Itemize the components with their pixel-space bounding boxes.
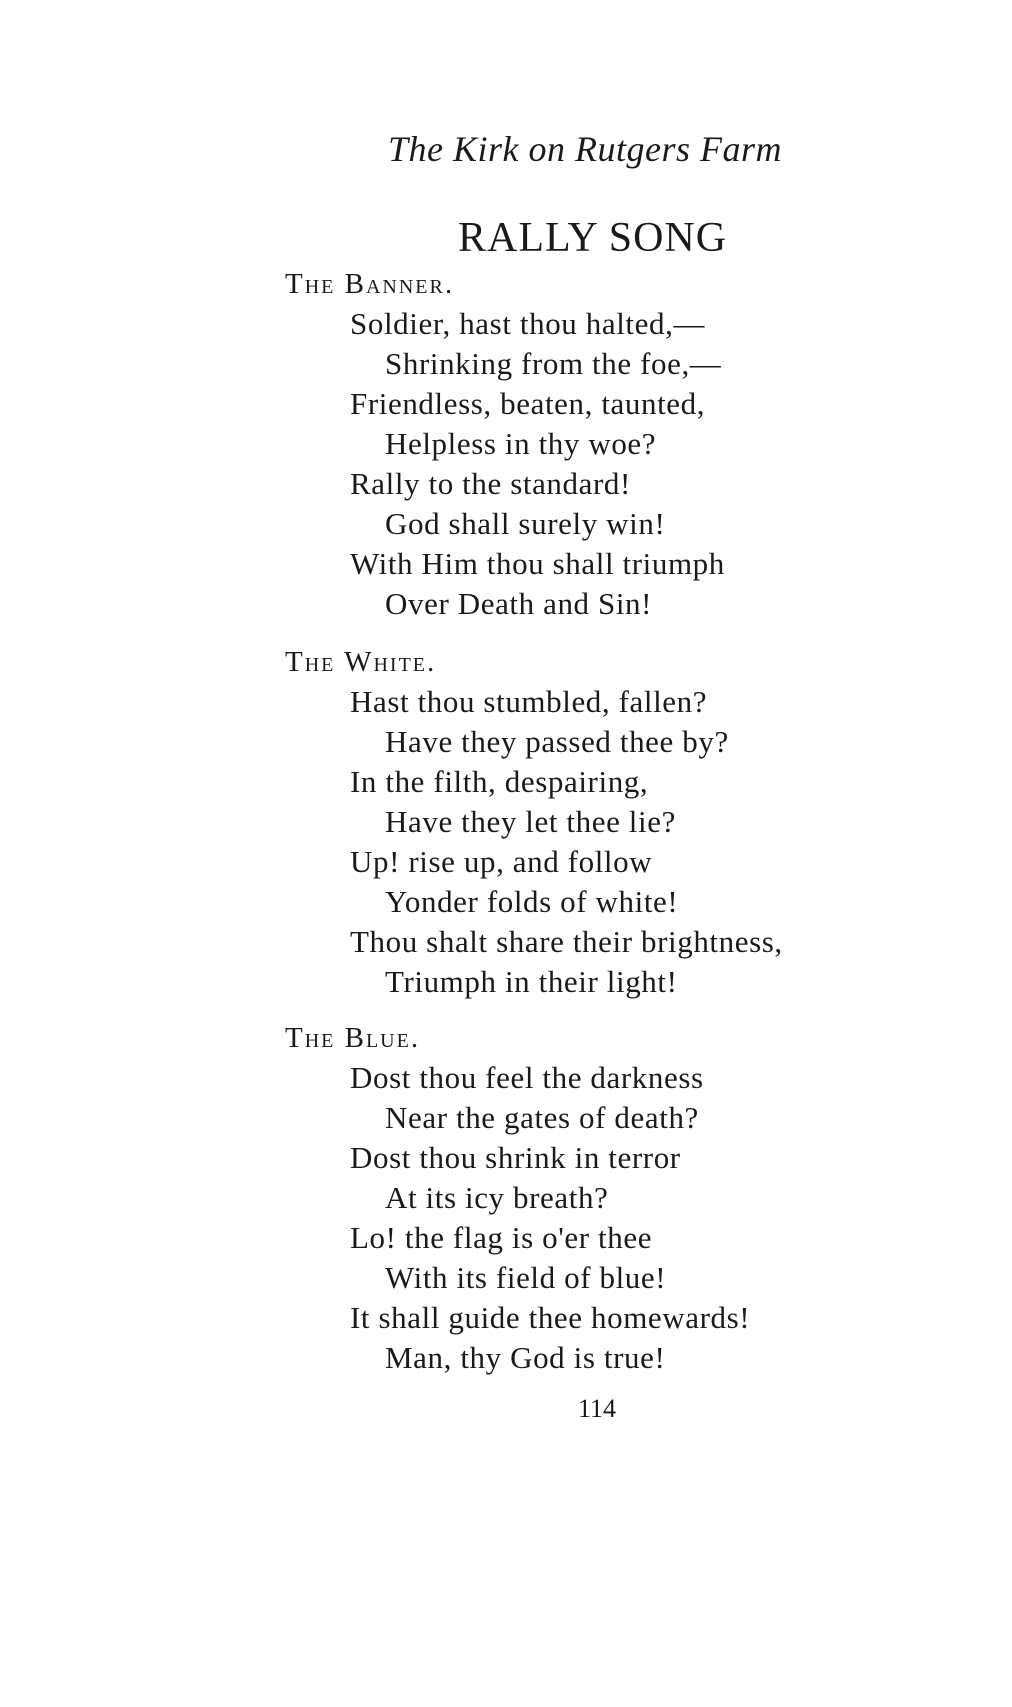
- verse-line: Shrinking from the foe,—: [385, 346, 722, 381]
- verse-line: Man, thy God is true!: [385, 1340, 666, 1375]
- section-heading-blue: The Blue.: [285, 1022, 421, 1054]
- verse-line: Friendless, beaten, taunted,: [350, 386, 706, 421]
- verse-line: Triumph in their light!: [385, 964, 678, 999]
- poem-title: RALLY SONG: [458, 215, 728, 261]
- section-heading-white: The White.: [285, 646, 437, 678]
- verse-line: Rally to the standard!: [350, 466, 631, 501]
- verse-line: Up! rise up, and follow: [350, 844, 653, 879]
- section-heading-banner: The Banner.: [285, 268, 455, 300]
- page-number: 114: [578, 1394, 617, 1423]
- verse-line: Dost thou shrink in terror: [350, 1140, 681, 1175]
- verse-line: Thou shalt share their brightness,: [350, 924, 783, 959]
- verse-line: Have they let thee lie?: [385, 804, 676, 839]
- verse-line: Soldier, hast thou halted,—: [350, 306, 706, 341]
- verse-line: With its field of blue!: [385, 1260, 667, 1295]
- verse-line: It shall guide thee homewards!: [350, 1300, 751, 1335]
- verse-line: Helpless in thy woe?: [385, 426, 657, 461]
- verse-line: Hast thou stumbled, fallen?: [350, 684, 708, 719]
- verse-line: Dost thou feel the darkness: [350, 1060, 704, 1095]
- verse-line: Lo! the flag is o'er thee: [350, 1220, 653, 1255]
- verse-line: In the filth, despairing,: [350, 764, 649, 799]
- verse-line: God shall surely win!: [385, 506, 666, 541]
- running-head: The Kirk on Rutgers Farm: [388, 129, 782, 169]
- verse-line: With Him thou shall triumph: [350, 546, 725, 581]
- verse-line: Have they passed thee by?: [385, 724, 729, 759]
- verse-line: Yonder folds of white!: [385, 884, 679, 919]
- verse-line: Near the gates of death?: [385, 1100, 699, 1135]
- verse-line: At its icy breath?: [385, 1180, 609, 1215]
- verse-line: Over Death and Sin!: [385, 586, 653, 621]
